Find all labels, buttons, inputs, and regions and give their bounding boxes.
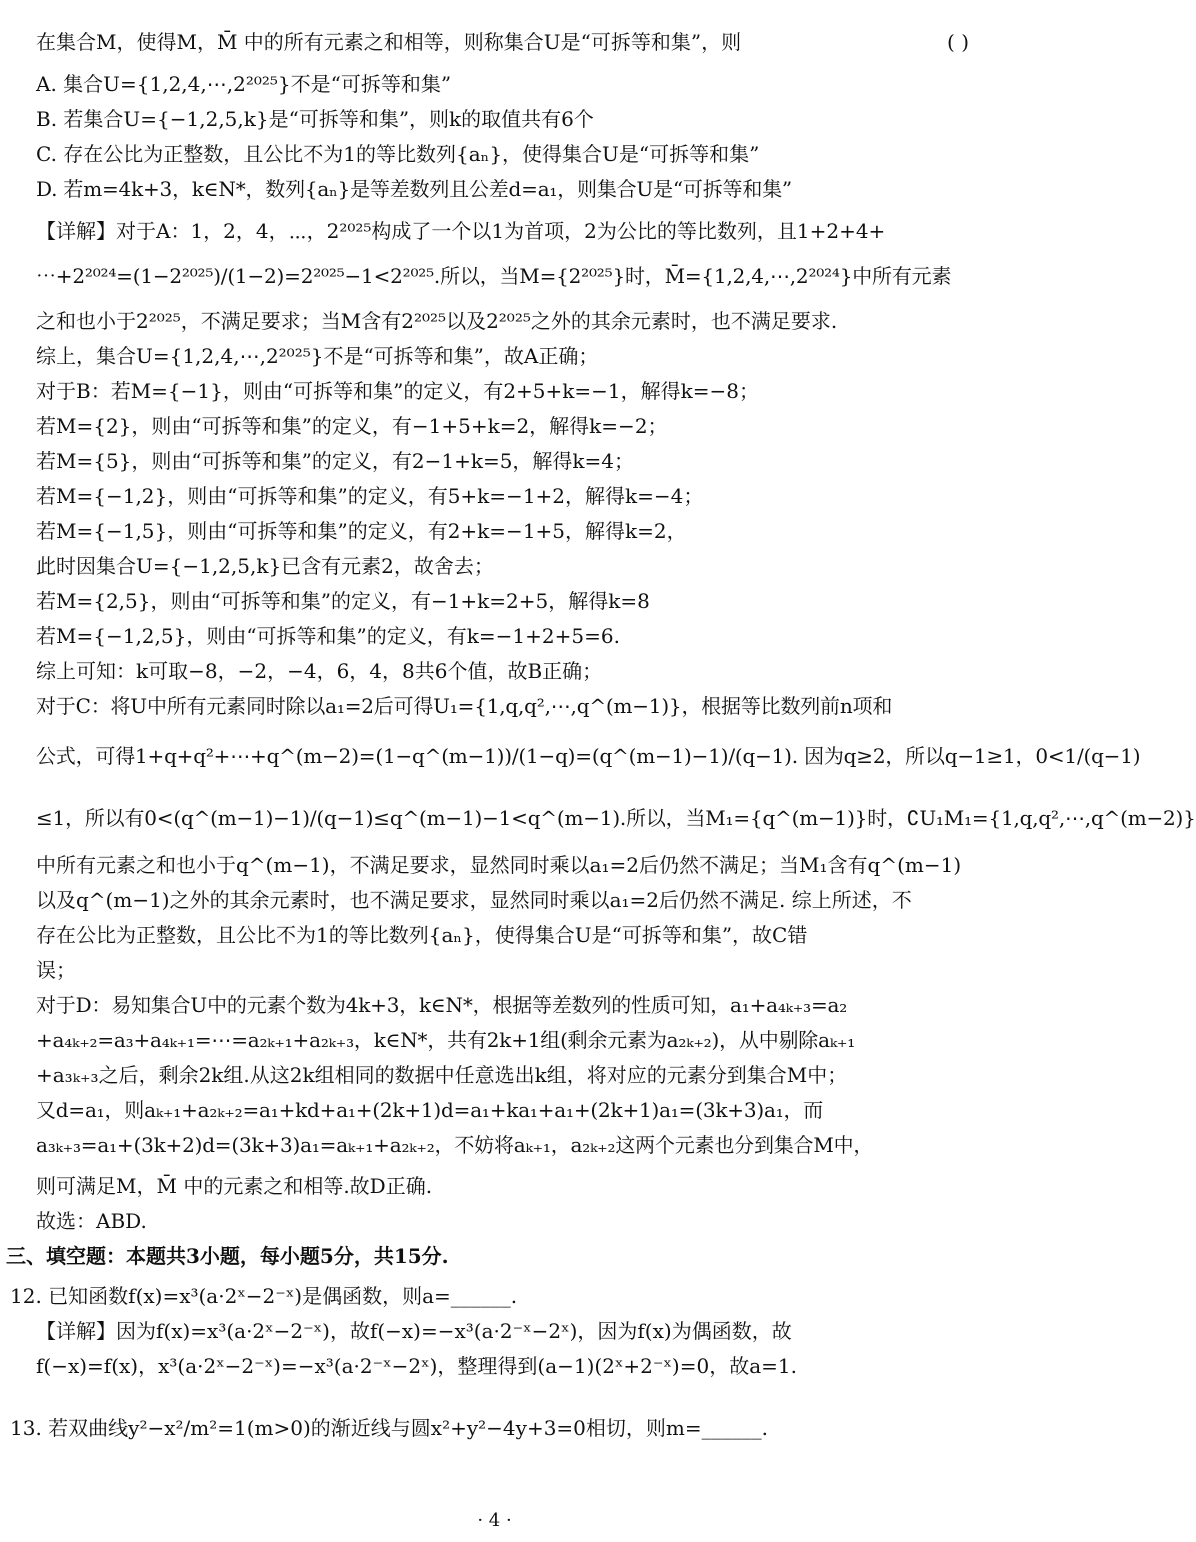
solution-line: 以及q^(m−1)之外的其余元素时，也不满足要求，显然同时乘以a₁=2后仍然不满足. 综上所述，不 xyxy=(36,888,912,912)
solution-line: 【详解】因为f(x)=x³(a·2ˣ−2⁻ˣ)，故f(−x)=−x³(a·2⁻ˣ−2ˣ)，因为f(x)为偶函数，故 xyxy=(36,1319,792,1343)
solution-line: 综上，集合U={1,2,4,⋯,2²⁰²⁵}不是“可拆等和集”，故A正确； xyxy=(36,344,599,368)
solution-line: 若M={−1,2,5}，则由“可拆等和集”的定义，有k=−1+2+5=6. xyxy=(36,624,620,648)
question-12: 12. 已知函数f(x)=x³(a·2ˣ−2⁻ˣ)是偶函数，则a=______. xyxy=(10,1284,518,1308)
solution-line: ≤1，所以有0<(q^(m−1)−1)/(q−1)≤q^(m−1)−1<q^(m−1).所以，当M₁={q^(m−1)}时，∁U₁M₁={1,q,q²,⋯,q^(m−2)} xyxy=(36,806,1196,830)
solution-line: 对于D：易知集合U中的元素个数为4k+3，k∈N*，根据等差数列的性质可知，a₁+a₄ₖ₊₃=a₂ xyxy=(36,993,848,1017)
solution-line: 公式，可得1+q+q²+⋯+q^(m−2)=(1−q^(m−1))/(1−q)=(q^(m−1)−1)/(q−1). 因为q≥2，所以q−1≥1，0<1/(q−1) xyxy=(36,744,1141,768)
solution-line: 对于B：若M={−1}，则由“可拆等和集”的定义，有2+5+k=−1，解得k=−8； xyxy=(36,379,759,403)
solution-line: 综上可知：k可取−8，−2，−4，6，4，8共6个值，故B正确； xyxy=(36,659,603,683)
solution-line: 之和也小于2²⁰²⁵，不满足要求；当M含有2²⁰²⁵以及2²⁰²⁵之外的其余元素时，也不满足要求. xyxy=(36,309,838,333)
solution-line: a₃ₖ₊₃=a₁+(3k+2)d=(3k+3)a₁=aₖ₊₁+a₂ₖ₊₂，不妨将aₖ₊₁，a₂ₖ₊₂这两个元素也分到集合M中， xyxy=(36,1133,874,1157)
solution-line: 若M={2}，则由“可拆等和集”的定义，有−1+5+k=2，解得k=−2； xyxy=(36,414,668,438)
solution-line: 若M={−1,2}，则由“可拆等和集”的定义，有5+k=−1+2，解得k=−4； xyxy=(36,484,704,508)
solution-line: 【详解】对于A：1，2，4，⋯，2²⁰²⁵构成了一个以1为首项，2为公比的等比数列，且1+2+4+ xyxy=(36,219,886,243)
option-c: C. 存在公比为正整数，且公比不为1的等比数列{aₙ}，使得集合U是“可拆等和集” xyxy=(36,142,760,166)
solution-line: 若M={5}，则由“可拆等和集”的定义，有2−1+k=5，解得k=4； xyxy=(36,449,635,473)
solution-line: 又d=a₁，则aₖ₊₁+a₂ₖ₊₂=a₁+kd+a₁+(2k+1)d=a₁+ka₁+a₁+(2k+1)a₁=(3k+3)a₁，而 xyxy=(36,1098,824,1122)
solution-line: +a₄ₖ₊₂=a₃+a₄ₖ₊₁=⋯=a₂ₖ₊₁+a₂ₖ₊₃，k∈N*，共有2k+1组(剩余元素为a₂ₖ₊₂)，从中剔除aₖ₊₁ xyxy=(36,1028,856,1052)
solution-line: 对于C：将U中所有元素同时除以a₁=2后可得U₁={1,q,q²,⋯,q^(m−1)}，根据等比数列前n项和 xyxy=(36,694,893,718)
option-b: B. 若集合U={−1,2,5,k}是“可拆等和集”，则k的取值共有6个 xyxy=(36,107,594,131)
answer-paren: ( ) xyxy=(947,30,969,54)
section-heading: 三、填空题：本题共3小题，每小题5分，共15分. xyxy=(6,1244,449,1268)
solution-line: +a₃ₖ₊₃之后，剩余2k组.从这2k组相同的数据中任意选出k组，将对应的元素分到集合M中； xyxy=(36,1063,848,1087)
solution-line: 则可满足M，M̄ 中的元素之和相等.故D正确. xyxy=(36,1174,433,1198)
question-13: 13. 若双曲线y²−x²/m²=1(m>0)的渐近线与圆x²+y²−4y+3=0相切，则m=______. xyxy=(10,1416,768,1440)
option-d: D. 若m=4k+3，k∈N*，数列{aₙ}是等差数列且公差d=a₁，则集合U是“可拆等和集” xyxy=(36,177,792,201)
solution-line: 若M={−1,5}，则由“可拆等和集”的定义，有2+k=−1+5，解得k=2， xyxy=(36,519,687,543)
question-stem-line: 在集合M，使得M，M̄ 中的所有元素之和相等，则称集合U是“可拆等和集”，则 ( ) xyxy=(36,30,969,54)
solution-line: 此时因集合U={−1,2,5,k}已含有元素2，故舍去； xyxy=(36,554,494,578)
solution-line: 中所有元素之和也小于q^(m−1)，不满足要求，显然同时乘以a₁=2后仍然不满足；当M₁含有q^(m−1) xyxy=(36,853,962,877)
final-answer: 故选：ABD. xyxy=(36,1209,147,1233)
page-number: · 4 · xyxy=(477,1510,512,1531)
solution-line: f(−x)=f(x)，x³(a·2ˣ−2⁻ˣ)=−x³(a·2⁻ˣ−2ˣ)，整理得到(a−1)(2ˣ+2⁻ˣ)=0，故a=1. xyxy=(36,1354,797,1378)
option-a: A. 集合U={1,2,4,⋯,2²⁰²⁵}不是“可拆等和集” xyxy=(36,72,452,96)
solution-line: 存在公比为正整数，且公比不为1的等比数列{aₙ}，使得集合U是“可拆等和集”，故C错 xyxy=(36,923,808,947)
solution-line: ⋯+2²⁰²⁴=(1−2²⁰²⁵)/(1−2)=2²⁰²⁵−1<2²⁰²⁵.所以，当M={2²⁰²⁵}时，M̄={1,2,4,⋯,2²⁰²⁴}中所有元素 xyxy=(36,264,952,288)
solution-line: 误； xyxy=(36,958,76,982)
solution-line: 若M={2,5}，则由“可拆等和集”的定义，有−1+k=2+5，解得k=8 xyxy=(36,589,650,613)
